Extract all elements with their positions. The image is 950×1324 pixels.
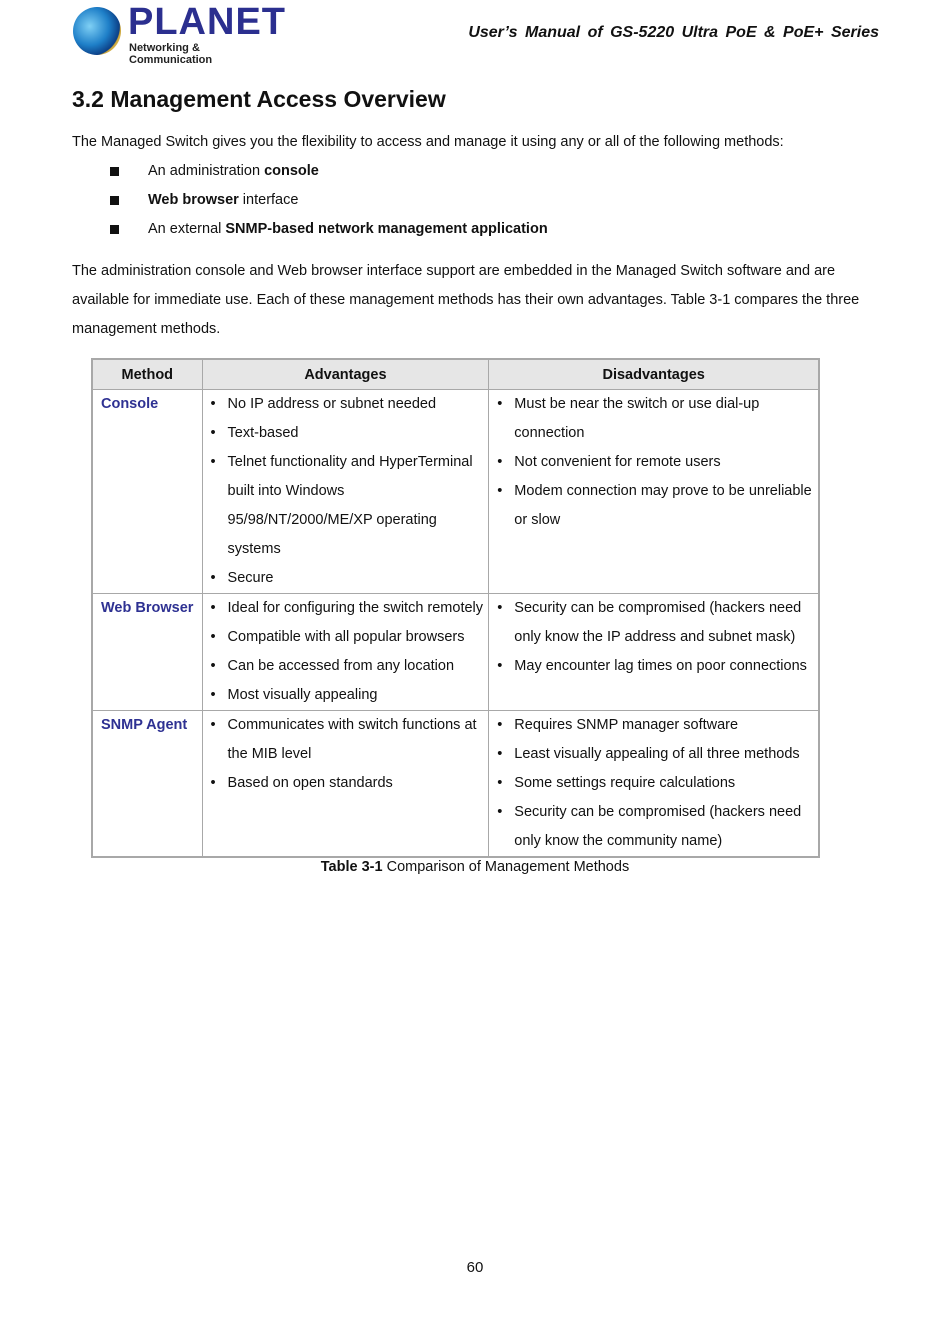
header-disadvantages: Disadvantages (489, 359, 819, 390)
planet-logo (73, 1, 286, 66)
list-item: • Telnet functionality and HyperTerminal built into Windows 95/98/NT/2000/ME/XP operating systems (228, 448, 485, 564)
method-cell: Web Browser (92, 594, 202, 711)
method-item (110, 215, 548, 244)
manual-title: User’s Manual of GS-5220 Ultra PoE & PoE+ Series (468, 24, 879, 41)
header-advantages: Advantages (202, 359, 489, 390)
method-item (110, 157, 548, 186)
disadvantages-cell (489, 594, 819, 711)
section-title: 3.2 Management Access Overview (72, 86, 446, 112)
caption-text: Comparison of Management Methods (382, 859, 630, 875)
globe-icon (73, 7, 121, 55)
text: An external (148, 221, 226, 237)
list-item: • Modem connection may prove to be unreliable or slow (514, 477, 814, 535)
advantages-list (203, 390, 489, 593)
list-item: • Text-based (228, 419, 485, 448)
table-row (92, 711, 819, 858)
advantages-cell (202, 711, 489, 858)
table-row (92, 390, 819, 594)
list-item: • Not convenient for remote users (514, 448, 814, 477)
method-item (110, 186, 548, 215)
page-number: 60 (466, 1259, 484, 1276)
square-bullet-icon (110, 225, 119, 234)
intro-text: The Managed Switch gives you the flexibility to access and manage it using any or all of the following methods: (72, 134, 784, 150)
list-item: • Some settings require calculations (514, 769, 814, 798)
comparison-table (91, 358, 820, 858)
text: An administration (148, 163, 265, 179)
bold-text: console (264, 163, 319, 179)
bold-text: SNMP-based network management application (225, 221, 548, 237)
table-row (92, 594, 819, 711)
list-item: • Ideal for configuring the switch remotely (228, 594, 485, 623)
list-item: • Security can be compromised (hackers need only know the IP address and subnet mask) (514, 594, 814, 652)
advantages-list (203, 711, 489, 798)
list-item: • May encounter lag times on poor connections (514, 652, 814, 681)
method-cell: SNMP Agent (92, 711, 202, 858)
disadvantages-list (489, 711, 818, 856)
logo-text: PLANET (128, 1, 286, 43)
table-caption (0, 859, 950, 875)
disadvantages-list (489, 390, 818, 535)
list-item: • Requires SNMP manager software (514, 711, 814, 740)
disadvantages-cell (489, 390, 819, 594)
list-item: • Security can be compromised (hackers need only know the community name) (514, 798, 814, 856)
caption-label: Table 3-1 (320, 859, 383, 875)
square-bullet-icon (110, 196, 119, 205)
overview-paragraph: The administration console and Web browser interface support are embedded in the Managed Switch software and are available for immediate use. Each of these management methods has their own advantages. Table 3-1 compares the three management methods. (72, 263, 860, 337)
bold-text: Web browser (148, 192, 239, 208)
disadvantages-cell (489, 711, 819, 858)
list-item: • Based on open standards (228, 769, 485, 798)
table-header-row (92, 359, 819, 390)
text: interface (238, 192, 299, 208)
list-item: • Secure (228, 564, 485, 593)
logo-subtitle: Networking & Communication (129, 42, 213, 66)
method-cell: Console (92, 390, 202, 594)
advantages-cell (202, 594, 489, 711)
list-item: • Compatible with all popular browsers (228, 623, 485, 652)
header-method: Method (92, 359, 202, 390)
list-item: • Must be near the switch or use dial-up connection (514, 390, 814, 448)
square-bullet-icon (110, 167, 119, 176)
list-item: • Least visually appealing of all three methods (514, 740, 814, 769)
list-item: • Can be accessed from any location (228, 652, 485, 681)
advantages-list (203, 594, 489, 710)
disadvantages-list (489, 594, 818, 681)
list-item: • Most visually appealing (228, 681, 485, 710)
list-item: • Communicates with switch functions at the MIB level (228, 711, 485, 769)
methods-list (110, 157, 548, 244)
advantages-cell (202, 390, 489, 594)
list-item: • No IP address or subnet needed (228, 390, 485, 419)
